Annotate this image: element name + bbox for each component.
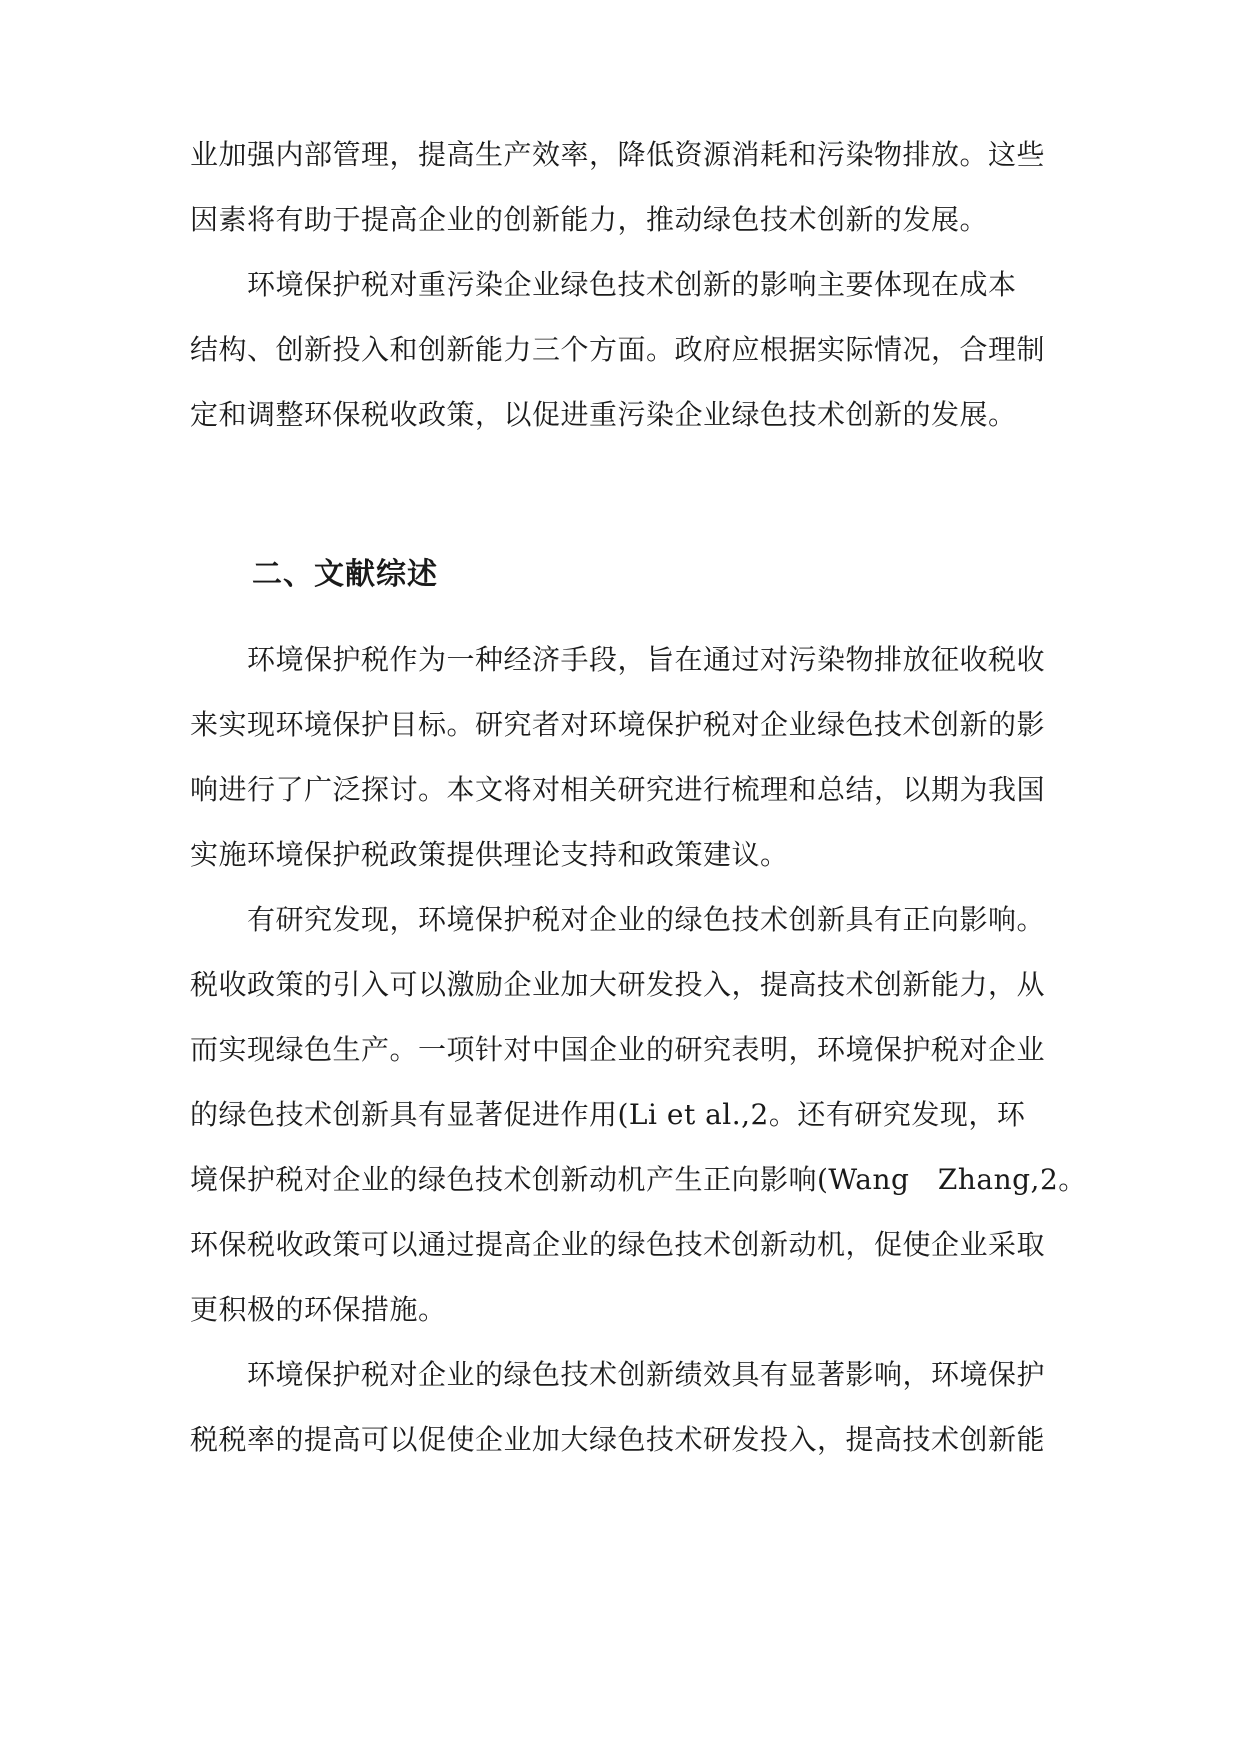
text-line: 来实现环境保护目标。研究者对环境保护税对企业绿色技术创新的影 <box>190 708 1046 741</box>
text-line: 结构、创新投入和创新能力三个方面。政府应根据实际情况，合理制 <box>190 333 1046 366</box>
text-line: 环保税收政策可以通过提高企业的绿色技术创新动机，促使企业采取 <box>190 1228 1046 1261</box>
text-line: 税收政策的引入可以激励企业加大研发投入，提高技术创新能力，从 <box>190 968 1046 1001</box>
text-line: 环境保护税对重污染企业绿色技术创新的影响主要体现在成本 <box>190 268 1017 301</box>
section-heading: 二、文献综述 <box>252 557 438 592</box>
text-line: 的绿色技术创新具有显著促进作用(Li et al.,2。还有研究发现，环 <box>190 1098 1026 1131</box>
text-line: 而实现绿色生产。一项针对中国企业的研究表明，环境保护税对企业 <box>190 1033 1046 1066</box>
text-line: 环境保护税对企业的绿色技术创新绩效具有显著影响，环境保护 <box>190 1358 1046 1391</box>
text-line: 实施环境保护税政策提供理论支持和政策建议。 <box>190 838 789 871</box>
text-line: 响进行了广泛探讨。本文将对相关研究进行梳理和总结，以期为我国 <box>190 773 1046 806</box>
text-line: 因素将有助于提高企业的创新能力，推动绿色技术创新的发展。 <box>190 203 989 236</box>
text-line: 税税率的提高可以促使企业加大绿色技术研发投入，提高技术创新能 <box>190 1423 1046 1456</box>
text-line: 定和调整环保税收政策，以促进重污染企业绿色技术创新的发展。 <box>190 398 1017 431</box>
text-line: 环境保护税作为一种经济手段，旨在通过对污染物排放征收税收 <box>190 643 1046 676</box>
text-line: 有研究发现，环境保护税对企业的绿色技术创新具有正向影响。 <box>190 903 1046 936</box>
text-line: 更积极的环保措施。 <box>190 1293 447 1326</box>
text-line: 业加强内部管理，提高生产效率，降低资源消耗和污染物排放。这些 <box>190 138 1046 171</box>
text-line: 境保护税对企业的绿色技术创新动机产生正向影响(Wang Zhang,2。 <box>190 1163 1087 1196</box>
